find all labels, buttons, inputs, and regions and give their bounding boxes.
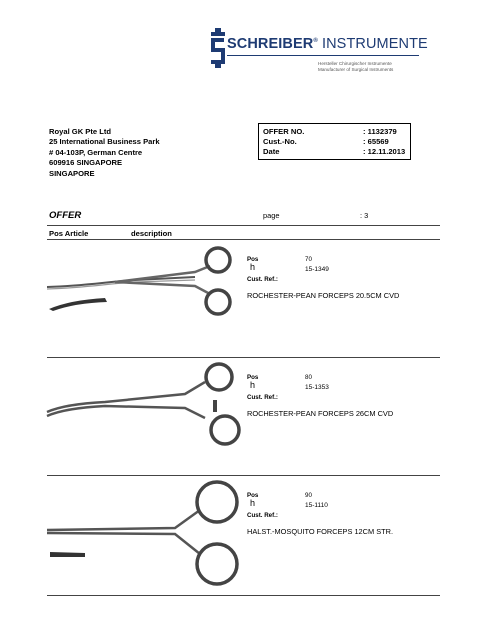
brand-name: SCHREIBER® INSTRUMENTE bbox=[227, 36, 428, 52]
offer-no-label: OFFER NO. bbox=[263, 127, 305, 136]
page-label: page bbox=[263, 211, 280, 220]
date-label: Date bbox=[263, 147, 280, 156]
divider bbox=[47, 239, 440, 240]
pos-label: Pos bbox=[247, 374, 259, 381]
date-value: : 12.11.2013 bbox=[363, 147, 406, 156]
cust-ref-label: Cust. Ref.: bbox=[247, 512, 278, 519]
pos-number: 70 bbox=[305, 256, 312, 263]
page-number: : 3 bbox=[360, 211, 369, 220]
divider bbox=[47, 225, 440, 226]
address-line: Royal GK Pte Ltd bbox=[49, 127, 112, 136]
col-description: description bbox=[131, 229, 172, 238]
forceps-curved-image bbox=[45, 242, 245, 322]
pos-label: Pos bbox=[247, 492, 259, 499]
date-row bbox=[263, 147, 406, 156]
pos-number: 80 bbox=[305, 374, 312, 381]
cust-no-value: : 65569 bbox=[363, 137, 389, 146]
article-number: 15-1349 bbox=[305, 266, 329, 273]
item-description: ROCHESTER-PEAN FORCEPS 26CM CVD bbox=[247, 409, 394, 418]
document-title: OFFER bbox=[49, 210, 82, 221]
article-number: 15-1353 bbox=[305, 384, 329, 391]
article-number: 15-1110 bbox=[305, 502, 328, 509]
offer-no-value: : 1132379 bbox=[363, 127, 397, 136]
brand-underline bbox=[227, 55, 419, 56]
brand-tagline bbox=[318, 61, 393, 73]
pos-label: Pos bbox=[247, 256, 259, 263]
item-description: ROCHESTER-PEAN FORCEPS 20.5CM CVD bbox=[247, 291, 400, 300]
offer-info-box bbox=[258, 123, 411, 160]
cust-no-label: Cust.-No. bbox=[263, 137, 297, 146]
schreiber-logo-icon bbox=[209, 28, 227, 68]
tagline-de: Hersteller Chirurgischer Instrumente bbox=[318, 61, 392, 66]
forceps-straight-image bbox=[45, 478, 245, 593]
pos-number: 90 bbox=[305, 492, 312, 499]
customer-address bbox=[49, 127, 160, 179]
item-symbol: h bbox=[250, 380, 256, 390]
address-line: # 04-103P, German Centre bbox=[49, 147, 143, 157]
cust-no-row bbox=[263, 137, 389, 146]
col-pos-article: Pos Article bbox=[49, 229, 89, 238]
item-description: HALST.-MOSQUITO FORCEPS 12CM STR. bbox=[247, 527, 394, 536]
address-line: 25 International Business Park bbox=[49, 137, 160, 147]
tagline-en: Manufacturer of Surgical Instruments bbox=[318, 67, 394, 72]
brand-main: SCHREIBER bbox=[227, 36, 314, 52]
item-symbol: h bbox=[250, 262, 256, 272]
forceps-curved-large-image bbox=[45, 360, 245, 455]
divider bbox=[47, 357, 440, 358]
cust-ref-label: Cust. Ref.: bbox=[247, 276, 278, 283]
divider bbox=[47, 475, 440, 476]
item-symbol: h bbox=[250, 498, 256, 508]
address-line: SINGAPORE bbox=[49, 168, 95, 178]
address-line: 609916 SINGAPORE bbox=[49, 158, 123, 168]
brand-second: INSTRUMENTE bbox=[321, 36, 428, 52]
divider bbox=[47, 595, 440, 596]
offer-no-row bbox=[263, 127, 397, 136]
cust-ref-label: Cust. Ref.: bbox=[247, 394, 278, 401]
